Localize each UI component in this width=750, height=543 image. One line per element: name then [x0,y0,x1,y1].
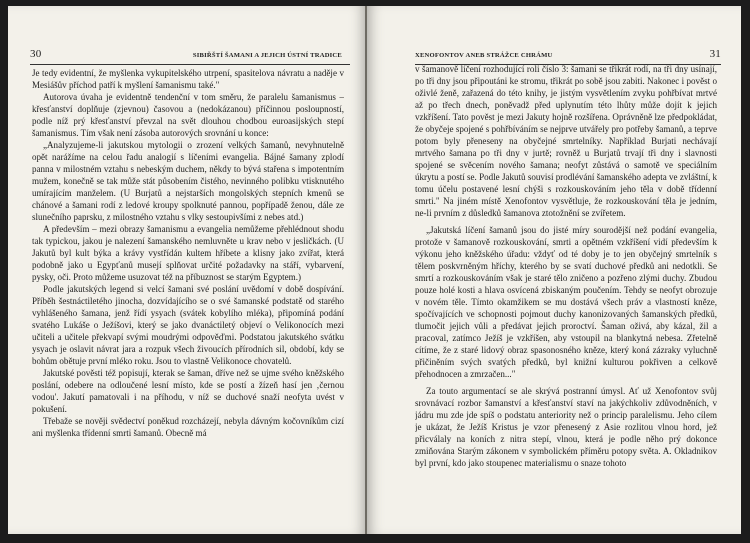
right-body-text [415,64,717,522]
paragraph: Je tedy evidentní, že myšlenka vykupitelského utrpení, spasitelova návratu a naděje v Mesiášův příchod patří k myšlení šamanismu také." [32,68,344,90]
right-running-head [415,50,721,65]
left-page [8,6,366,534]
left-page-number: 30 [30,48,42,60]
paragraph: Jakutské pověsti též popisují, kterak se šaman, dříve než se ujme svého kněžského poslání, odebere na odloučené lesní místo, kde se postí a žízeň hasí jen ‚černou vodou'. Jakutí pamatovali i na příhodu, v níž se duchové snaží neofyta uvést v pokušení. [32,367,344,414]
paragraph: A především – mezi obrazy šamanismu a evangelia nemůžeme přehlédnout shodu tak typickou, jakou je nalezení šamanského nemluvněte u krav nebo v jesličkách. (U Jakutů byl kult býka a krávy vystřídán kultem hříbete a klisny jako zvířat, která podobně jako u Egypťanů musejí splňovat určité požadavky na stáří, vybarvení, pysky, oči. Proto můžeme usuzovat též na příbuznost se starým Egyptem.) [32,223,344,282]
left-running-head [30,50,350,65]
paragraph: Autorova úvaha je evidentně tendenční v tom směru, že paralelu šamanismus – křesťanství doplňuje (zjevnou) časovou a (nedokázanou) příčinnou posloupností, podle níž prý křesťanství převzal na svět dlouhou chodbou euroasijských stepí šamanismus. Tím však není zásoba autorových srovnání u konce: [32,91,344,138]
paragraph: Za touto argumentací se ale skrývá postranní úmysl. Ať už Xenofontov svůj srovnávací rozbor šamanství a křesťanství staví na jakýchkoliv zdůvodněních, v jádru mu zde jde spíš o podstatu anteriority než o princip paralelismu. Jeho cílem je ukázat, že Ježíš Kristus je vzor přenesený z Asie rozlitou vlnou hord, jež přicválaly na koních z nitra stepí, vlnou, která je podle něho prý dokonce zmiňována Starým zákonem v symbolickém příměru potopy světa. A. Okladnikov byl první, kdo jako stoupenec materialismu o snaze tohoto [415,385,717,468]
right-page-number: 31 [709,48,721,60]
paragraph: Třebaže se nověji svědectví poněkud rozcházejí, nebyla dávným kočovníkům cizí ani myšlenka třídenní smrti šamanů. Obecně má [32,415,344,438]
right-page [367,6,741,534]
right-running-title: XENOFONTOV ANEB STRÁŽCE CHRÁMU [415,52,553,59]
left-body-text [32,68,344,522]
quote-paragraph: „Jakutská líčení šamanů jsou do jisté míry sourodější než podání evangelia, protože v šamanově rozkouskování, smrti a opětném vzkříšení vidí především k výkonu jeho kněžského úřadu: vždyť od té doby je to jen obyčejný smrtelník s tělem poskvrněným hříchy, kterého by se svatí duchové předků ani nedotkli. Se smrtí a rozkouskováním však je staré tělo zničeno a pozřeno zlými duchy. Zbudou pouze holé kosti a hlava osvícená zbiskaným poučením. Tehdy se neofyt obrozuje v novém těle. Tímto okamžikem se mu dostává všech práv a vlastností kněze, spočívajících ve schopnosti pojmout duchy kanonizovaných šamanských předků, tlumočit jejich vůli a předávat jejich proroctví. Šaman oživá, aby kázal, žil a pracoval, zatímco Ježíš je vzkříšen, aby vstoupil na blankytná nebesa. Zřetelně cítíme, že z staré lidový obraz spasonosného kněze, který koná zázraky vyluchně přičiněním svých svatých předků, byl knižní kulturou pokřiven a celkově přehodnocen a zmrzačen..." [415,224,717,379]
paragraph: v šamanově líčení rozhodující roli číslo 3: šamani se třikrát rodí, na tři dny usínají, po tři dny jsou připoutáni ke stromu, třikrát po sobě jsou zabiti. Nakonec i pověst o oživlé ženě, zařazená do této knihy, je jistým vysvětlením zvyku pohřbívat mrtvé až po třech dnech, poněvadž před uplynutím této lhůty může dojít k jejich vzkříšení. Tato pověst je mezi Jakuty hojně rozšířena. Oprávněně lze předpokládat, že obyčeje spojené s pohřbíváním se nejprve utvářely pro potřeby šamanů, a teprve potom byly přeneseny na obyčejné smrtelníky. Například Burjati nechávají mrtvého šamana po tři dny v jurtě; rovněž u Burjatů trvají tři dny i slavnosti spojené se svěcením nového šamana; neofyt zůstává o samotě ve speciálním úkrytu a postí se. Podle Jakutů souvisí prodlévání šamanského adepta ve zvláštní, k tomu účelu postavené lesní chýši s rozkouskováním jeho těla v době třídenní smrti." Na jiném místě Xenofontov vysvětluje, že rozkouskování těla je jedním, ne-li prvním z důsledků šamanova ztotožnění se zvířetem. [415,64,717,218]
quote-paragraph: „Analyzujeme-li jakutskou mytologii o zrození velkých šamanů, nevyhnutelně opět narážíme na celou řadu analogií s líčeními evangelia. Bájné šamany zplodí panna v milostném vztahu s nebeským duchem, někdy to bývá stařena s impotentním mužem, konečně se tak může stát působením čistého, nevinného polibku vtisknutého umírajícím manželem. (U Burjatů a nejstarších mongolských stepních kmenů se chánové a šamani rodí z ledové kroupy spolknuté pannou, popřípadě ženou, dále ze slunečního paprsku, z milostného vztahu s vlky sestoupivšími z nebes atd.) [32,139,344,222]
paragraph: Podle jakutských legend si velcí šamani své poslání uvědomí v době dospívání. Příběh šestnáctiletého jinocha, dozvídajícího se o své šamanské podstatě od starého vyhlášeného šamana, jenž řídí ysyach (svátek kobylího mléka), připomíná podání svatého Lukáše o Ježíšovi, který se jako dvanáctiletý objeví o Velikonocích mezi učiteli a učitele překvapí svými moudrými odpověďmi. Podstatou jakutského svátku ysyach je oslavit návrat jara a rozpuk všech živoucích přírodních sil, období, kdy se bohům obětuje první mléko roku. Jsou to vlastně Velikonoce chovatelů. [32,283,344,366]
left-running-title: SIBIŘŠTÍ ŠAMANI A JEJICH ÚSTNÍ TRADICE [192,52,342,59]
